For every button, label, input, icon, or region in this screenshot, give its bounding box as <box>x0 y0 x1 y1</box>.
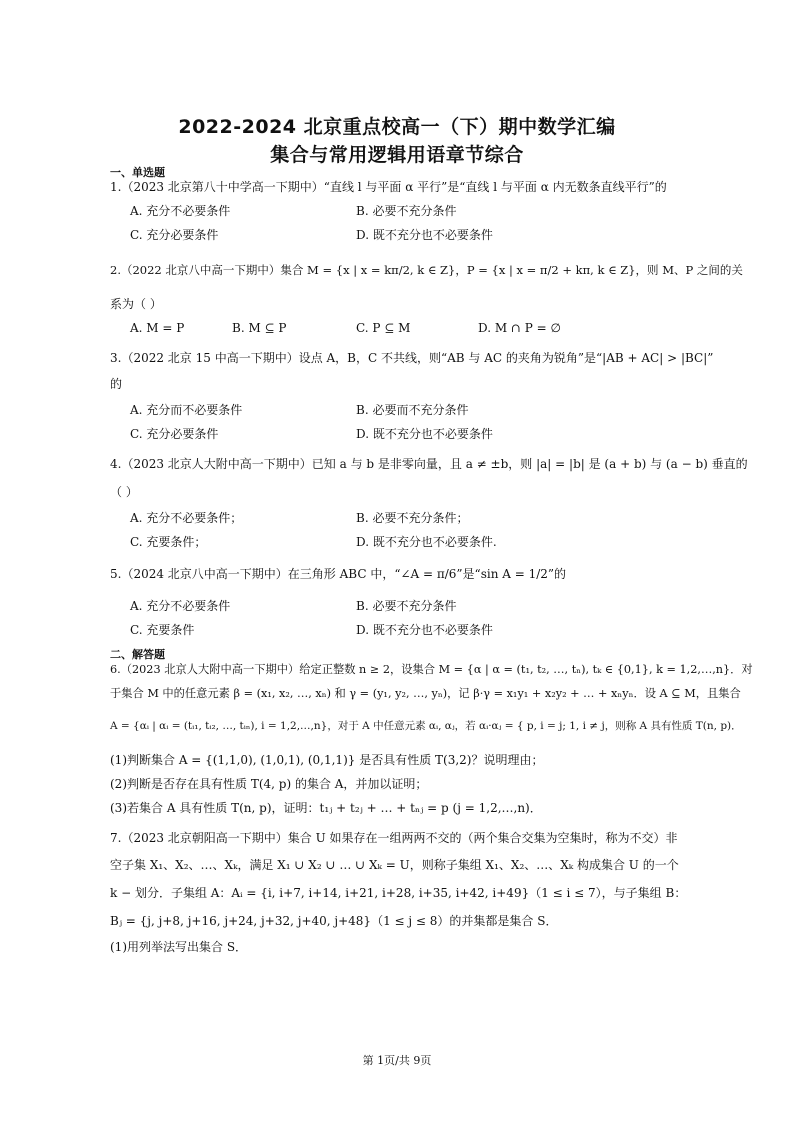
question-7-part-1: (1)用列举法写出集合 S． <box>110 940 248 954</box>
section-heading-single-choice: 一、单选题 <box>110 166 165 179</box>
question-4-option-c: C. 充要条件； <box>130 535 207 549</box>
question-4-stem: 4.（2023 北京人大附中高一下期中）已知 a 与 b 是非零向量，且 a ≠ ±b，则 |a| = |b| 是 (a + b) 与 (a − b) 垂直的 <box>110 457 748 471</box>
question-1-option-a: A. 充分不必要条件 <box>130 204 231 218</box>
question-3-stem-continued: 的 <box>110 377 123 391</box>
question-2-option-a: A. M = P <box>130 321 185 335</box>
question-6-line-2: 于集合 M 中的任意元素 β = (x₁, x₂, …, xₙ) 和 γ = (y₁, y₂, …, yₙ)，记 β·γ = x₁y₁ + x₂y₂ + … + xₙyₙ．设 A ⊆ M，且集合 <box>110 687 741 700</box>
document-subtitle: 集合与常用逻辑用语章节综合 <box>270 144 524 166</box>
question-7-line-3: k − 划分．子集组 A：Aᵢ = {i, i+7, i+14, i+21, i+28, i+35, i+42, i+49}（1 ≤ i ≤ 7），与子集组 B： <box>110 886 687 900</box>
question-5-stem: 5.（2024 北京八中高一下期中）在三角形 ABC 中，“∠A = π/6”是“sin A = 1/2”的 <box>110 567 567 581</box>
question-3-stem: 3.（2022 北京 15 中高一下期中）设点 A，B，C 不共线，则“AB 与 AC 的夹角为锐角”是“|AB + AC| > |BC|” <box>110 351 714 365</box>
question-1-option-d: D. 既不充分也不必要条件 <box>356 228 493 242</box>
question-1-stem: 1.（2023 北京第八十中学高一下期中）“直线 l 与平面 α 平行”是“直线 l 与平面 α 内无数条直线平行”的 <box>110 180 667 194</box>
question-4-option-b: B. 必要不充分条件； <box>356 511 469 525</box>
question-5-option-c: C. 充要条件 <box>130 623 195 637</box>
question-3-option-d: D. 既不充分也不必要条件 <box>356 427 493 441</box>
question-4-stem-continued: （ ） <box>110 485 138 499</box>
question-2-option-b: B. M ⊆ P <box>232 321 287 335</box>
question-3-option-b: B. 必要而不充分条件 <box>356 403 469 417</box>
question-2-stem-continued: 系为（ ） <box>110 297 162 311</box>
question-3-option-c: C. 充分必要条件 <box>130 427 219 441</box>
question-5-option-a: A. 充分不必要条件 <box>130 599 231 613</box>
question-7-line-2: 空子集 X₁、X₂、…、Xₖ，满足 X₁ ∪ X₂ ∪ … ∪ Xₖ = U，则称子集组 X₁、X₂、…、Xₖ 构成集合 U 的一个 <box>110 858 679 872</box>
question-6-part-1: (1)判断集合 A = {(1,1,0), (1,0,1), (0,1,1)} 是否具有性质 T(3,2)？说明理由； <box>110 753 544 767</box>
question-2-option-d: D. M ∩ P = ∅ <box>478 321 562 335</box>
question-3-option-a: A. 充分而不必要条件 <box>130 403 243 417</box>
question-7-line-1: 7.（2023 北京朝阳高一下期中）集合 U 如果存在一组两两不交的（两个集合交集为空集时，称为不交）非 <box>110 831 678 845</box>
question-6-part-3: (3)若集合 A 具有性质 T(n, p)，证明：t₁ⱼ + t₂ⱼ + … + tₙⱼ = p (j = 1,2,…,n)． <box>110 801 542 815</box>
question-7-line-4: Bⱼ = {j, j+8, j+16, j+24, j+32, j+40, j+48}（1 ≤ j ≤ 8）的并集都是集合 S． <box>110 914 558 928</box>
page-number-footer: 第 1页/共 9页 <box>362 1054 432 1067</box>
section-heading-free-response: 二、解答题 <box>110 648 165 661</box>
question-4-option-a: A. 充分不必要条件； <box>130 511 243 525</box>
document-title: 2022-2024 北京重点校高一（下）期中数学汇编 <box>178 116 616 138</box>
question-5-option-d: D. 既不充分也不必要条件 <box>356 623 493 637</box>
question-1-option-c: C. 充分必要条件 <box>130 228 219 242</box>
question-4-option-d: D. 既不充分也不必要条件. <box>356 535 497 549</box>
question-2-option-c: C. P ⊆ M <box>356 321 411 335</box>
question-5-option-b: B. 必要不充分条件 <box>356 599 457 613</box>
question-6-part-2: (2)判断是否存在具有性质 T(4, p) 的集合 A，并加以证明； <box>110 777 428 791</box>
question-2-stem: 2.（2022 北京八中高一下期中）集合 M = {x | x = kπ/2, k ∈ Z}，P = {x | x = π/2 + kπ, k ∈ Z}，则 M、P 之间的关 <box>110 263 743 277</box>
question-6-line-3: A = {αᵢ | αᵢ = (tᵢ₁, tᵢ₂, …, tᵢₙ), i = 1,2,…,n}，对于 A 中任意元素 αᵢ, αⱼ，若 αᵢ·αⱼ = { p, i = j; 1, i ≠ j，则称 A 具有性质 T(n, p)． <box>110 720 742 732</box>
question-1-option-b: B. 必要不充分条件 <box>356 204 457 218</box>
question-6-line-1: 6.（2023 北京人大附中高一下期中）给定正整数 n ≥ 2，设集合 M = {α | α = (t₁, t₂, …, tₙ), tₖ ∈ {0,1}, k = 1,2,…,n}．对 <box>110 663 753 676</box>
